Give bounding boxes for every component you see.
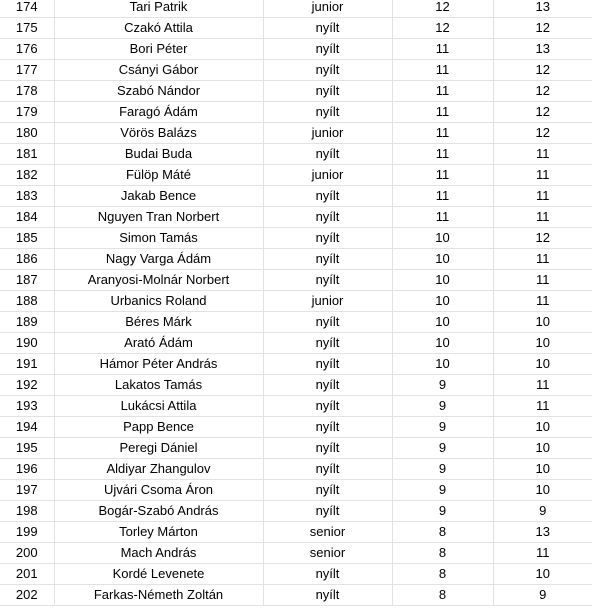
score-a-cell[interactable]: 9 <box>392 501 493 522</box>
name-cell[interactable]: Budai Buda <box>54 144 263 165</box>
table-row <box>0 186 592 207</box>
rank-cell[interactable]: 199 <box>0 522 54 543</box>
rank-cell[interactable]: 198 <box>0 501 54 522</box>
name-cell[interactable]: Nagy Varga Ádám <box>54 249 263 270</box>
score-b-cell[interactable]: 11 <box>493 207 592 228</box>
score-b-cell[interactable]: 13 <box>493 522 592 543</box>
score-a-cell[interactable]: 11 <box>392 186 493 207</box>
name-cell[interactable]: Lakatos Tamás <box>54 375 263 396</box>
table-row <box>0 438 592 459</box>
category-cell[interactable]: nyílt <box>263 207 392 228</box>
table-row <box>0 522 592 543</box>
category-cell[interactable]: nyílt <box>263 228 392 249</box>
score-a-cell[interactable]: 10 <box>392 354 493 375</box>
score-a-cell[interactable]: 10 <box>392 291 493 312</box>
name-cell[interactable]: Torley Márton <box>54 522 263 543</box>
score-b-cell[interactable]: 12 <box>493 123 592 144</box>
score-a-cell[interactable]: 11 <box>392 81 493 102</box>
score-a-cell[interactable]: 9 <box>392 417 493 438</box>
name-cell[interactable]: Peregi Dániel <box>54 438 263 459</box>
rank-cell[interactable]: 174 <box>0 0 54 18</box>
category-cell[interactable]: nyílt <box>263 501 392 522</box>
rank-cell[interactable]: 194 <box>0 417 54 438</box>
score-b-cell[interactable]: 13 <box>493 39 592 60</box>
table-row <box>0 123 592 144</box>
score-a-cell[interactable]: 9 <box>392 459 493 480</box>
score-b-cell[interactable]: 11 <box>493 270 592 291</box>
score-a-cell[interactable]: 11 <box>392 123 493 144</box>
category-cell[interactable]: nyílt <box>263 459 392 480</box>
score-b-cell[interactable]: 10 <box>493 312 592 333</box>
score-a-cell[interactable]: 12 <box>392 18 493 39</box>
score-a-cell[interactable]: 8 <box>392 543 493 564</box>
category-cell[interactable]: nyílt <box>263 270 392 291</box>
category-cell[interactable]: junior <box>263 0 392 18</box>
category-cell[interactable]: nyílt <box>263 102 392 123</box>
name-cell[interactable]: Aldiyar Zhangulov <box>54 459 263 480</box>
category-cell[interactable]: nyílt <box>263 396 392 417</box>
score-b-cell[interactable]: 12 <box>493 81 592 102</box>
score-b-cell[interactable]: 10 <box>493 564 592 585</box>
name-cell[interactable]: Farkas-Németh Zoltán <box>54 585 263 606</box>
name-cell[interactable]: Csányi Gábor <box>54 60 263 81</box>
score-b-cell[interactable]: 12 <box>493 18 592 39</box>
name-cell[interactable]: Lukácsi Attila <box>54 396 263 417</box>
name-cell[interactable]: Szabó Nándor <box>54 81 263 102</box>
name-cell[interactable]: Mach András <box>54 543 263 564</box>
rank-cell[interactable]: 186 <box>0 249 54 270</box>
score-b-cell[interactable]: 11 <box>493 165 592 186</box>
score-a-cell[interactable]: 10 <box>392 333 493 354</box>
table-row <box>0 39 592 60</box>
category-cell[interactable]: nyílt <box>263 333 392 354</box>
score-b-cell[interactable]: 10 <box>493 417 592 438</box>
rank-cell[interactable]: 196 <box>0 459 54 480</box>
table-row <box>0 0 592 18</box>
category-cell[interactable]: senior <box>263 522 392 543</box>
table-row <box>0 270 592 291</box>
rank-cell[interactable]: 189 <box>0 312 54 333</box>
category-cell[interactable]: junior <box>263 123 392 144</box>
score-b-cell[interactable]: 9 <box>493 501 592 522</box>
category-cell[interactable]: junior <box>263 165 392 186</box>
category-cell[interactable]: junior <box>263 291 392 312</box>
table-row <box>0 102 592 123</box>
rank-cell[interactable]: 184 <box>0 207 54 228</box>
score-a-cell[interactable]: 11 <box>392 102 493 123</box>
score-b-cell[interactable]: 11 <box>493 543 592 564</box>
category-cell[interactable]: nyílt <box>263 186 392 207</box>
score-a-cell[interactable]: 10 <box>392 312 493 333</box>
name-cell[interactable]: Nguyen Tran Norbert <box>54 207 263 228</box>
score-a-cell[interactable]: 11 <box>392 207 493 228</box>
category-cell[interactable]: nyílt <box>263 417 392 438</box>
score-a-cell[interactable]: 12 <box>392 0 493 18</box>
table-row <box>0 459 592 480</box>
category-cell[interactable]: nyílt <box>263 39 392 60</box>
category-cell[interactable]: nyílt <box>263 60 392 81</box>
table-row <box>0 249 592 270</box>
score-a-cell[interactable]: 10 <box>392 270 493 291</box>
name-cell[interactable]: Kordé Levenete <box>54 564 263 585</box>
score-a-cell[interactable]: 9 <box>392 438 493 459</box>
table-row <box>0 60 592 81</box>
table-row <box>0 354 592 375</box>
rank-cell[interactable]: 181 <box>0 144 54 165</box>
table-row <box>0 564 592 585</box>
score-b-cell[interactable]: 10 <box>493 459 592 480</box>
rank-cell[interactable]: 192 <box>0 375 54 396</box>
name-cell[interactable]: Simon Tamás <box>54 228 263 249</box>
rank-cell[interactable]: 176 <box>0 39 54 60</box>
score-a-cell[interactable]: 10 <box>392 249 493 270</box>
score-a-cell[interactable]: 11 <box>392 60 493 81</box>
table-row <box>0 396 592 417</box>
name-cell[interactable]: Papp Bence <box>54 417 263 438</box>
table-row <box>0 81 592 102</box>
rank-cell[interactable]: 197 <box>0 480 54 501</box>
name-cell[interactable]: Tari Patrik <box>54 0 263 18</box>
rank-cell[interactable]: 187 <box>0 270 54 291</box>
name-cell[interactable]: Ujvári Csoma Áron <box>54 480 263 501</box>
score-b-cell[interactable]: 10 <box>493 333 592 354</box>
score-b-cell[interactable]: 11 <box>493 291 592 312</box>
name-cell[interactable]: Jakab Bence <box>54 186 263 207</box>
category-cell[interactable]: nyílt <box>263 564 392 585</box>
name-cell[interactable]: Bori Péter <box>54 39 263 60</box>
name-cell[interactable]: Czakó Attila <box>54 18 263 39</box>
name-cell[interactable]: Arató Ádám <box>54 333 263 354</box>
category-cell[interactable]: nyílt <box>263 585 392 606</box>
table-row <box>0 417 592 438</box>
score-b-cell[interactable]: 10 <box>493 354 592 375</box>
rank-cell[interactable]: 201 <box>0 564 54 585</box>
table-row <box>0 144 592 165</box>
score-a-cell[interactable]: 11 <box>392 144 493 165</box>
rank-cell[interactable]: 180 <box>0 123 54 144</box>
table-row <box>0 312 592 333</box>
table-row <box>0 585 592 606</box>
category-cell[interactable]: nyílt <box>263 18 392 39</box>
name-cell[interactable]: Béres Márk <box>54 312 263 333</box>
score-a-cell[interactable]: 9 <box>392 480 493 501</box>
score-b-cell[interactable]: 11 <box>493 144 592 165</box>
rank-cell[interactable]: 177 <box>0 60 54 81</box>
score-a-cell[interactable]: 10 <box>392 228 493 249</box>
score-b-cell[interactable]: 11 <box>493 375 592 396</box>
category-cell[interactable]: nyílt <box>263 438 392 459</box>
table-row <box>0 291 592 312</box>
score-a-cell[interactable]: 9 <box>392 396 493 417</box>
rank-cell[interactable]: 175 <box>0 18 54 39</box>
category-cell[interactable]: nyílt <box>263 81 392 102</box>
score-b-cell[interactable]: 11 <box>493 186 592 207</box>
score-b-cell[interactable]: 10 <box>493 438 592 459</box>
name-cell[interactable]: Urbanics Roland <box>54 291 263 312</box>
score-b-cell[interactable]: 9 <box>493 585 592 606</box>
category-cell[interactable]: nyílt <box>263 480 392 501</box>
table-row <box>0 228 592 249</box>
name-cell[interactable]: Hámor Péter András <box>54 354 263 375</box>
score-a-cell[interactable]: 8 <box>392 564 493 585</box>
table-row <box>0 375 592 396</box>
table-row <box>0 501 592 522</box>
category-cell[interactable]: nyílt <box>263 144 392 165</box>
name-cell[interactable]: Vörös Balázs <box>54 123 263 144</box>
name-cell[interactable]: Fülöp Máté <box>54 165 263 186</box>
category-cell[interactable]: nyílt <box>263 375 392 396</box>
score-a-cell[interactable]: 9 <box>392 375 493 396</box>
rank-cell[interactable]: 178 <box>0 81 54 102</box>
table-row <box>0 333 592 354</box>
score-b-cell[interactable]: 12 <box>493 228 592 249</box>
category-cell[interactable]: nyílt <box>263 312 392 333</box>
rank-cell[interactable]: 190 <box>0 333 54 354</box>
score-b-cell[interactable]: 11 <box>493 396 592 417</box>
rank-cell[interactable]: 185 <box>0 228 54 249</box>
score-a-cell[interactable]: 8 <box>392 522 493 543</box>
table-row <box>0 165 592 186</box>
name-cell[interactable]: Bogár-Szabó András <box>54 501 263 522</box>
name-cell[interactable]: Aranyosi-Molnár Norbert <box>54 270 263 291</box>
rank-cell[interactable]: 183 <box>0 186 54 207</box>
rank-cell[interactable]: 202 <box>0 585 54 606</box>
score-b-cell[interactable]: 11 <box>493 249 592 270</box>
rank-cell[interactable]: 195 <box>0 438 54 459</box>
score-b-cell[interactable]: 10 <box>493 480 592 501</box>
rank-cell[interactable]: 188 <box>0 291 54 312</box>
score-b-cell[interactable]: 12 <box>493 102 592 123</box>
score-a-cell[interactable]: 8 <box>392 585 493 606</box>
rank-cell[interactable]: 200 <box>0 543 54 564</box>
rank-cell[interactable]: 179 <box>0 102 54 123</box>
rank-cell[interactable]: 191 <box>0 354 54 375</box>
name-cell[interactable]: Faragó Ádám <box>54 102 263 123</box>
table-row <box>0 480 592 501</box>
score-a-cell[interactable]: 11 <box>392 165 493 186</box>
table-row <box>0 543 592 564</box>
score-b-cell[interactable]: 12 <box>493 60 592 81</box>
category-cell[interactable]: nyílt <box>263 354 392 375</box>
score-b-cell[interactable]: 13 <box>493 0 592 18</box>
table-row <box>0 18 592 39</box>
category-cell[interactable]: senior <box>263 543 392 564</box>
rank-cell[interactable]: 182 <box>0 165 54 186</box>
table-row <box>0 207 592 228</box>
category-cell[interactable]: nyílt <box>263 249 392 270</box>
rank-cell[interactable]: 193 <box>0 396 54 417</box>
score-a-cell[interactable]: 11 <box>392 39 493 60</box>
